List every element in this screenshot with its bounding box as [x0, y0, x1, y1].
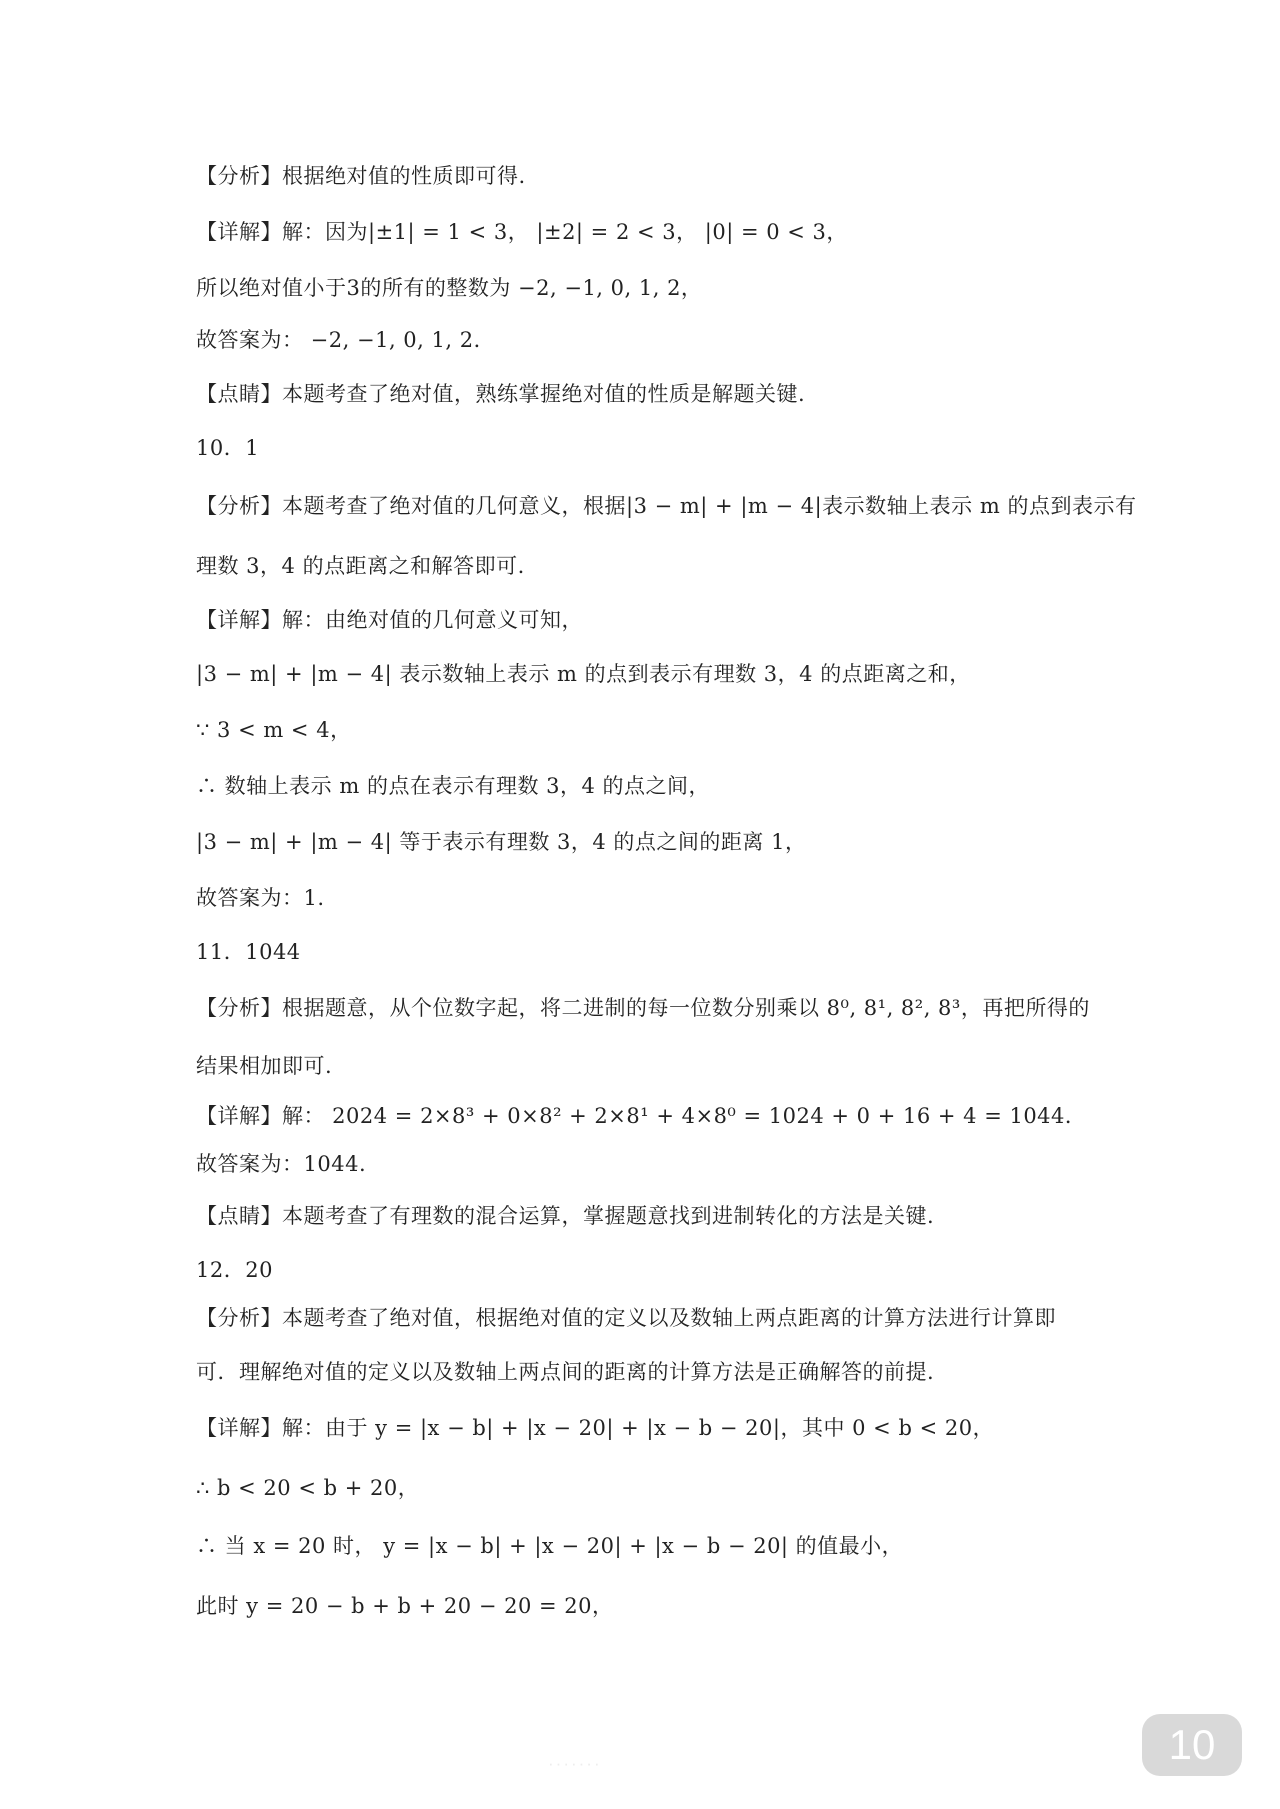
text-line: |3 − m| + |m − 4| 等于表示有理数 3，4 的点之间的距离 1， — [196, 830, 807, 854]
question-number: 10．1 — [196, 436, 260, 460]
watermark: ······· — [548, 1754, 602, 1773]
text-line: 【详解】解：由于 y = |x − b| + |x − 20| + |x − b − 20|，其中 0 < b < 20， — [196, 1416, 995, 1440]
text-line: 所以绝对值小于3的所有的整数为 −2, −1, 0, 1, 2， — [196, 276, 703, 300]
text-line: 【分析】根据绝对值的性质即可得. — [196, 164, 526, 188]
text-line: |3 − m| + |m − 4| 表示数轴上表示 m 的点到表示有理数 3，4 的点距离之和， — [196, 662, 971, 686]
page-number-badge: 10 — [1142, 1714, 1242, 1776]
text-line: 理数 3，4 的点距离之和解答即可. — [196, 554, 525, 578]
question-number: 12．20 — [196, 1258, 273, 1282]
question-number: 11．1044 — [196, 940, 301, 964]
text-line: 可．理解绝对值的定义以及数轴上两点间的距离的计算方法是正确解答的前提. — [196, 1360, 935, 1384]
text-line: 结果相加即可. — [196, 1054, 333, 1078]
text-line: 【详解】解： 2024 = 2×8³ + 0×8² + 2×8¹ + 4×8⁰ = 1024 + 0 + 16 + 4 = 1044． — [196, 1104, 1087, 1128]
text-line: 【分析】根据题意，从个位数字起，将二进制的每一位数分别乘以 8⁰, 8¹, 8², 8³，再把所得的 — [196, 996, 1090, 1020]
text-line: 【点睛】本题考查了绝对值，熟练掌握绝对值的性质是解题关键. — [196, 382, 806, 406]
text-line: 【详解】解：因为|±1| = 1 < 3， |±2| = 2 < 3， |0| = 0 < 3， — [196, 220, 848, 244]
text-line: ∴ 当 x = 20 时， y = |x − b| + |x − 20| + |x − b − 20| 的值最小， — [196, 1534, 904, 1558]
text-line: ∴ 数轴上表示 m 的点在表示有理数 3，4 的点之间， — [196, 774, 711, 798]
text-line: ∴ b < 20 < b + 20， — [196, 1476, 420, 1500]
text-line: 故答案为：1. — [196, 886, 325, 910]
text-line: 【点睛】本题考查了有理数的混合运算，掌握题意找到进制转化的方法是关键. — [196, 1204, 935, 1228]
text-line: 【详解】解：由绝对值的几何意义可知， — [196, 608, 583, 632]
text-line: 【分析】本题考查了绝对值的几何意义，根据|3 − m| + |m − 4|表示数轴上表示 m 的点到表示有 — [196, 494, 1137, 518]
text-line: 故答案为：1044. — [196, 1152, 367, 1176]
text-line: 此时 y = 20 − b + b + 20 − 20 = 20， — [196, 1594, 614, 1618]
text-line: 【分析】本题考查了绝对值，根据绝对值的定义以及数轴上两点距离的计算方法进行计算即 — [196, 1306, 1056, 1330]
text-line: ∵ 3 < m < 4， — [196, 718, 352, 742]
text-line: 故答案为： −2, −1, 0, 1, 2． — [196, 328, 496, 352]
